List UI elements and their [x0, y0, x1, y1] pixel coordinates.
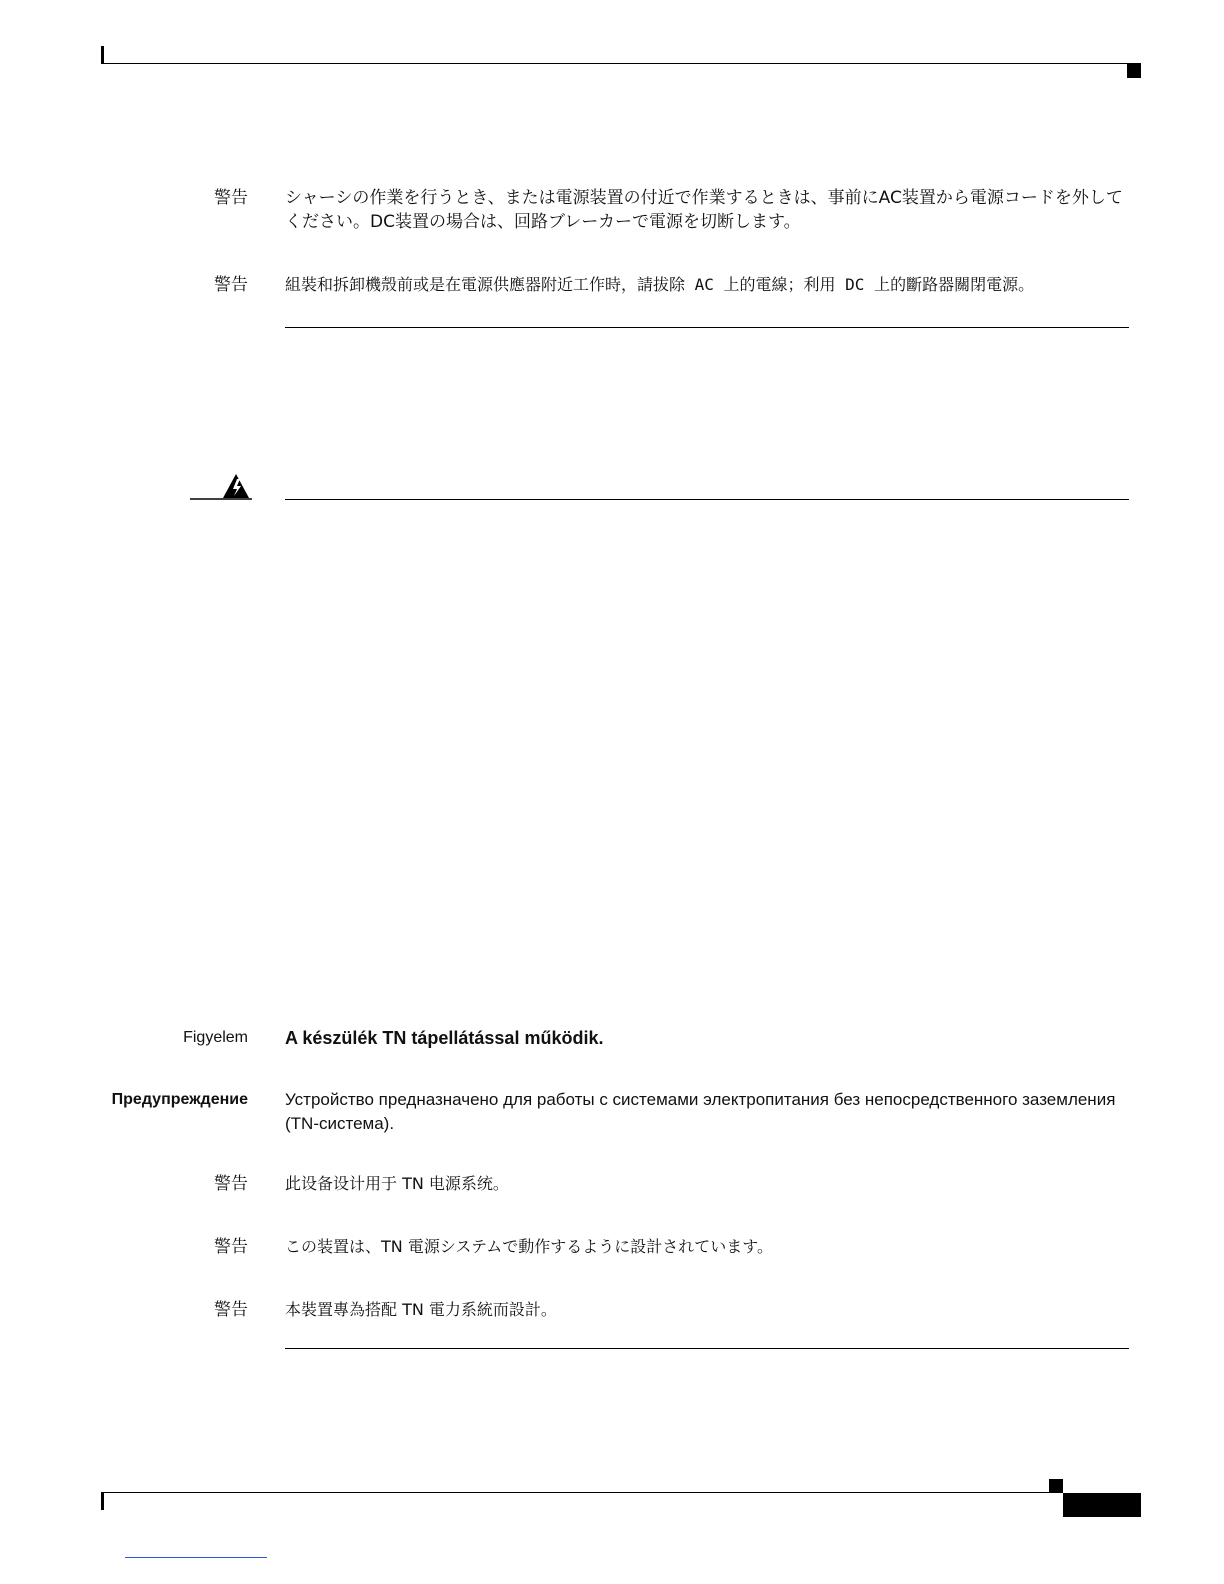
footer-right-square — [1049, 1479, 1063, 1493]
warning-text-ja: シャーシの作業を行うとき、または電源装置の付近で作業するときは、事前にAC装置から電源コードを外してください。DC装置の場合は、回路ブレーカーで電源を切断します。 — [285, 188, 1123, 232]
footer-rule — [101, 1492, 1063, 1493]
warning-lightning-icon — [190, 470, 252, 502]
section-rule-3 — [285, 1348, 1129, 1349]
section-rule-1 — [285, 327, 1129, 328]
warning-text-zh-tw-tn: 本裝置專為搭配 TN 電力系統而設計。 — [285, 1300, 557, 1319]
warning-label-ru: Предупреждение — [111, 1091, 248, 1108]
header-right-square — [1127, 64, 1141, 78]
warning-label-zh-cn: 警告 — [214, 1174, 248, 1194]
footer-left-tick — [101, 1492, 104, 1510]
header-rule — [101, 63, 1141, 64]
warning-text-zh-cn: 此设备设计用于 TN 电源系统。 — [285, 1174, 509, 1193]
warning-label-ja: 警告 — [214, 188, 248, 208]
warning-label-zh-tw-tn: 警告 — [214, 1300, 248, 1320]
footer-link-underline[interactable] — [125, 1557, 267, 1558]
warning-text-ja-tn: この装置は、TN 電源システムで動作するように設計されています。 — [285, 1237, 773, 1256]
warning-label-ja-tn: 警告 — [214, 1237, 248, 1257]
warning-text-zh-tw: 組裝和拆卸機殼前或是在電源供應器附近工作時，請拔除 AC 上的電線；利用 DC 上的斷路器關閉電源。 — [285, 275, 1035, 294]
section-rule-2 — [285, 499, 1129, 500]
header-left-tick — [101, 46, 104, 64]
warning-label-hu: Figyelem — [183, 1029, 248, 1046]
warning-text-ru: Устройство предназначено для работы с системами электропитания без непосредственного заземления (TN-система). — [285, 1090, 1116, 1133]
warning-label-zh-tw: 警告 — [214, 275, 248, 295]
page-number-tab — [1063, 1493, 1141, 1517]
warning-text-hu: A készülék TN tápellátással működik. — [285, 1028, 604, 1048]
